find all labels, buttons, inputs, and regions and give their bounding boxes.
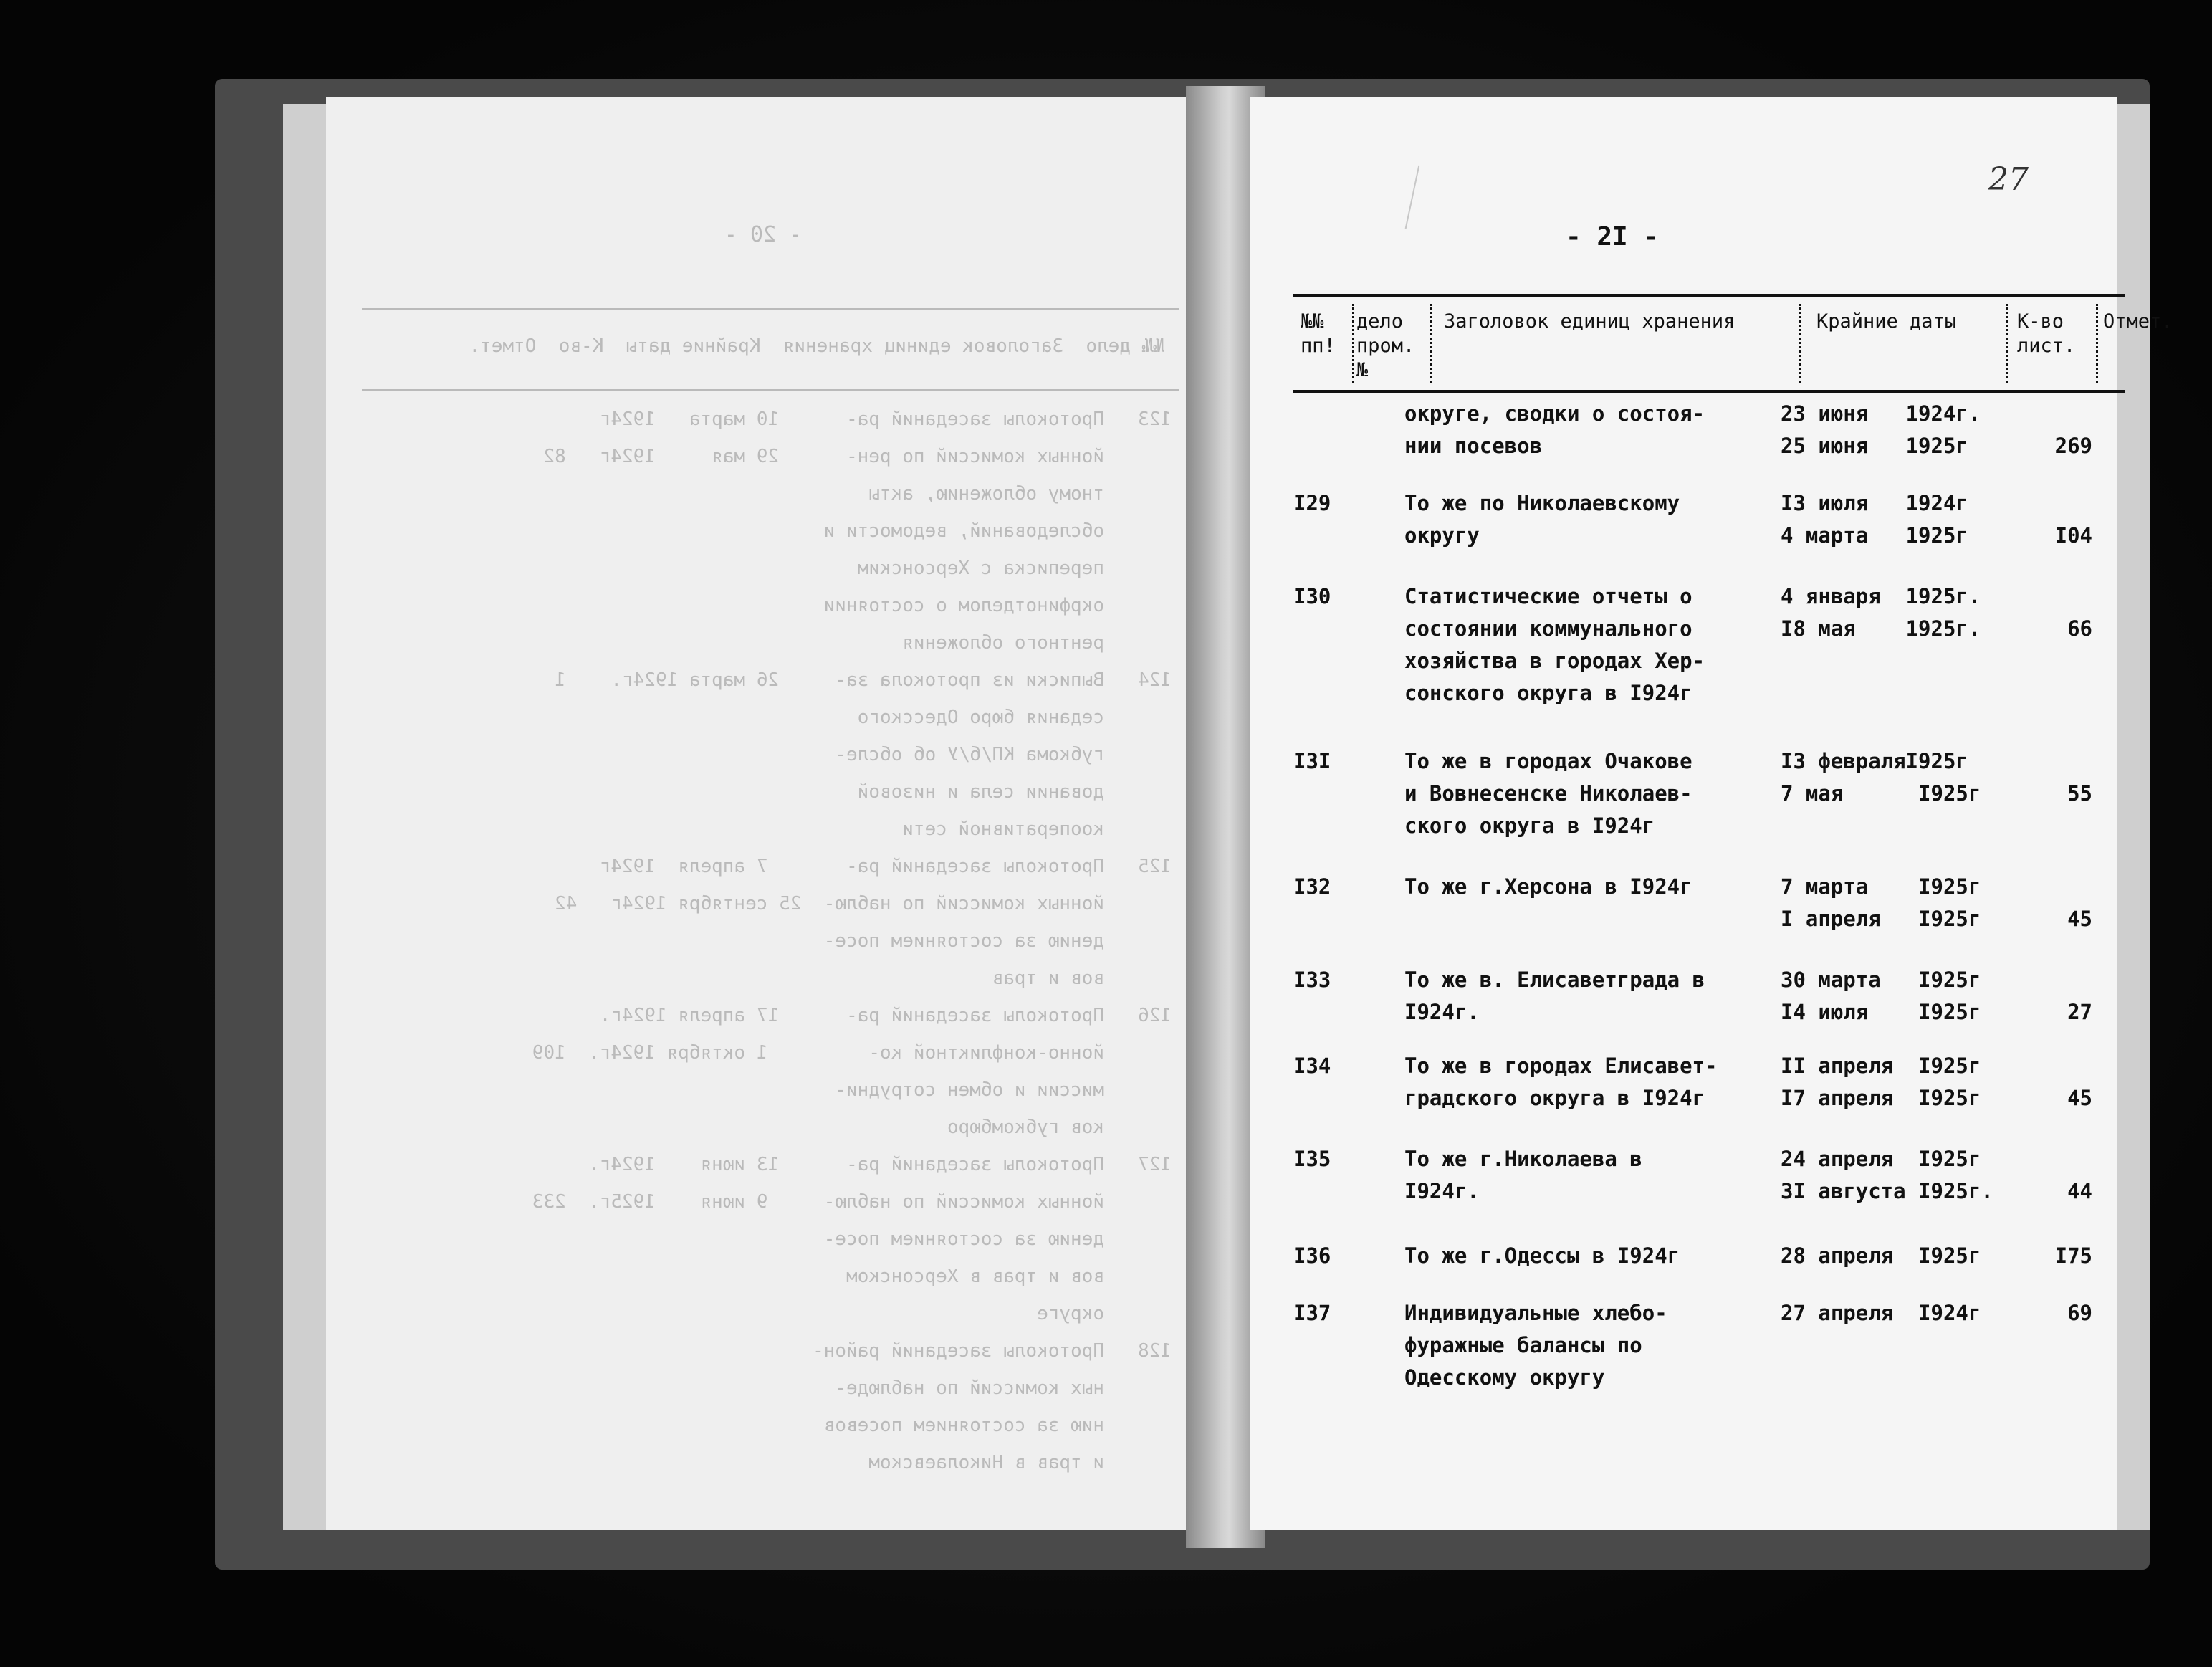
date-line: 24 апреля I925г [1781,1147,1981,1171]
row-number: I3I [1293,749,1331,773]
row-number: I29 [1293,491,1331,515]
title-line: То же г.Херсона в I924г [1404,874,1692,899]
date-line: 27 апреля I924г [1781,1301,1981,1325]
ghost-line: обследований, ведомости и [823,520,1172,542]
ghost-line: 123 Протоколы заседаний ра- 10 марта 1924г [599,409,1172,430]
row-sheets: 66 [2067,616,2092,641]
header-title: Заголовок единиц хранения [1444,310,1735,333]
row-dates [1781,398,2039,462]
title-line: То же в. Елисаветграда в [1404,968,1705,992]
date-line: 7 марта I925г [1781,874,1981,899]
ghost-table-header [362,308,1179,391]
row-dates [1781,1240,2039,1272]
row-title [1404,581,1763,710]
row-dates [1781,964,2039,1028]
ghost-line: седания бюро Одесского [857,707,1172,728]
title-line: I924г. [1404,1179,1480,1203]
ghost-line: 126 Протоколы заседаний ра- 17 апреля 1924г. [599,1005,1172,1026]
left-page-number: - 20 - [724,222,803,247]
ghost-line: 127 Протоколы заседаний ра- 13 июня 1924г. [588,1154,1172,1175]
date-line: 4 января 1925г. [1781,584,1981,608]
ghost-line: дению за состоянием посе- [823,930,1172,952]
table-header [1293,294,2173,393]
row-dates [1781,871,2039,935]
row-title [1404,871,1763,903]
ghost-line: йонных комиссий по наблю- 25 сентября 1924г 42 [555,893,1172,914]
ghost-line: йонных комиссий по рен- 29 мая 1924г 82 [543,446,1172,467]
date-line: I3 февраляI925г [1781,749,1968,773]
date-line: II апреля I925г [1781,1054,1981,1078]
ghost-line: кооперативной сети [902,818,1172,840]
date-line: I7 апреля I925г [1781,1086,1981,1110]
title-line: хозяйства в городах Хер- [1404,649,1705,673]
ghost-line: 125 Протоколы заседаний ра- 7 апреля 1924г [599,856,1172,877]
header-case: дело пром. № [1356,310,1415,381]
date-line: I4 июля I925г [1781,1000,1981,1024]
ghost-line: 124 Выписки из протокола за- 26 марта 1924г. 1 [555,669,1172,691]
row-number: I37 [1293,1301,1331,1325]
title-line: фуражные балансы по [1404,1333,1642,1357]
title-line: То же г.Николаева в [1404,1147,1642,1171]
row-title [1404,1297,1763,1394]
column-separator [1430,304,1432,383]
header-no: №№ пп! [1301,310,1336,357]
date-line: I апреля I925г [1781,907,1981,931]
row-dates [1781,581,2039,645]
row-sheets: 45 [2067,1086,2092,1110]
column-separator [1352,304,1354,383]
title-line: То же г.Одессы в I924г [1404,1243,1680,1268]
row-title [1404,1143,1763,1208]
ghost-line: переписка с Херсонским [857,558,1172,579]
row-dates [1781,745,2039,810]
row-title [1404,398,1763,462]
column-separator [1799,304,1801,383]
ghost-line: довании села и низовой [857,781,1172,803]
date-line: 28 апреля I925г [1781,1243,1981,1268]
row-sheets: I04 [2054,523,2092,548]
ghost-line: вов и трав в Херсонском [846,1266,1172,1287]
row-title [1404,1240,1763,1272]
row-title [1404,745,1763,842]
row-number: I30 [1293,584,1331,608]
date-line: 4 марта 1925г [1781,523,1968,548]
title-line: нии посевов [1404,434,1543,458]
row-number: I35 [1293,1147,1331,1171]
folio-number: 27 [1988,161,2029,198]
header-sheets: К-во лист. [2017,310,2076,357]
title-line: округе, сводки о состоя- [1404,401,1705,426]
row-sheets: 55 [2067,781,2092,806]
ghost-line: вов и трав [992,968,1172,989]
right-page [1250,97,2173,1530]
date-line: 25 июня 1925г [1781,434,1968,458]
title-line: I924г. [1404,1000,1480,1024]
ghost-header-text: №№ дело Заголовок единиц хранения Крайние даты К-во Отмет. [469,335,1164,357]
ghost-line: нию за состоянием посевов [823,1415,1172,1436]
title-line: То же по Николаевскому [1404,491,1680,515]
header-notes: Отмет. [2103,310,2173,333]
row-sheets: 44 [2067,1179,2092,1203]
ghost-line: губкома КП/б/У об обсле- [835,744,1172,765]
date-line: 23 июня 1924г. [1781,401,1981,426]
header-dates: Крайние даты [1816,310,1957,333]
ghost-line: окрфинотделом о состоянии [823,595,1172,616]
ghost-line: миссии и обмен сотрудни- [835,1079,1172,1101]
row-sheets: 269 [2054,434,2092,458]
title-line: округу [1404,523,1480,548]
title-line: и Вовнесенске Николаев- [1404,781,1692,806]
title-line: То же в городах Очакове [1404,749,1692,773]
date-line: 3I августа I925г. [1781,1179,1993,1203]
row-dates [1781,487,2039,552]
ghost-line: рентного обложения [902,632,1172,654]
row-dates [1781,1297,2039,1329]
row-number: I33 [1293,968,1331,992]
title-line: Статистические отчеты о [1404,584,1692,608]
ghost-line: и трав в Николаевском [868,1452,1172,1473]
ghost-line: тному обложению, акты [868,483,1172,505]
date-line: I8 мая 1925г. [1781,616,1981,641]
title-line: сонского округа в I924г [1404,681,1692,705]
row-sheets: I75 [2054,1243,2092,1268]
row-title [1404,1050,1763,1114]
title-line: Индивидуальные хлебо- [1404,1301,1667,1325]
row-sheets: 27 [2067,1000,2092,1024]
ghost-line: ных комиссий по наблюде- [835,1377,1172,1399]
title-line: градского округа в I924г [1404,1086,1705,1110]
right-page-number: - 2I - [1566,222,1660,252]
date-line: 7 мая I925г [1781,781,1981,806]
title-line: ского округа в I924г [1404,813,1655,838]
row-number: I36 [1293,1243,1331,1268]
row-number: I34 [1293,1054,1331,1078]
row-sheets: 45 [2067,907,2092,931]
column-separator [2096,304,2098,383]
ghost-line: округе [1037,1303,1172,1324]
row-title [1404,964,1763,1028]
title-line: То же в городах Елисавет- [1404,1054,1718,1078]
row-number: I32 [1293,874,1331,899]
bleed-through-text [326,97,1200,1530]
ghost-line: йонно-конфликтной ко- 1 октября 1924г. 109 [532,1042,1172,1064]
date-line: I3 июля 1924г [1781,491,1968,515]
title-line: состоянии коммунального [1404,616,1692,641]
ghost-line: йонных комиссий по наблю- 9 июня 1925г. 233 [532,1191,1172,1213]
row-dates [1781,1143,2039,1208]
ghost-line: дению за состоянием посе- [823,1228,1172,1250]
row-title [1404,487,1763,552]
date-line: 30 марта I925г [1781,968,1981,992]
column-separator [2006,304,2008,383]
row-dates [1781,1050,2039,1114]
ghost-line: ков губкомбюро [947,1117,1172,1138]
ghost-line: 128 Протоколы заседаний район- [813,1340,1172,1362]
left-page [326,97,1200,1530]
row-sheets: 69 [2067,1301,2092,1325]
title-line: Одесскому округу [1404,1365,1605,1390]
